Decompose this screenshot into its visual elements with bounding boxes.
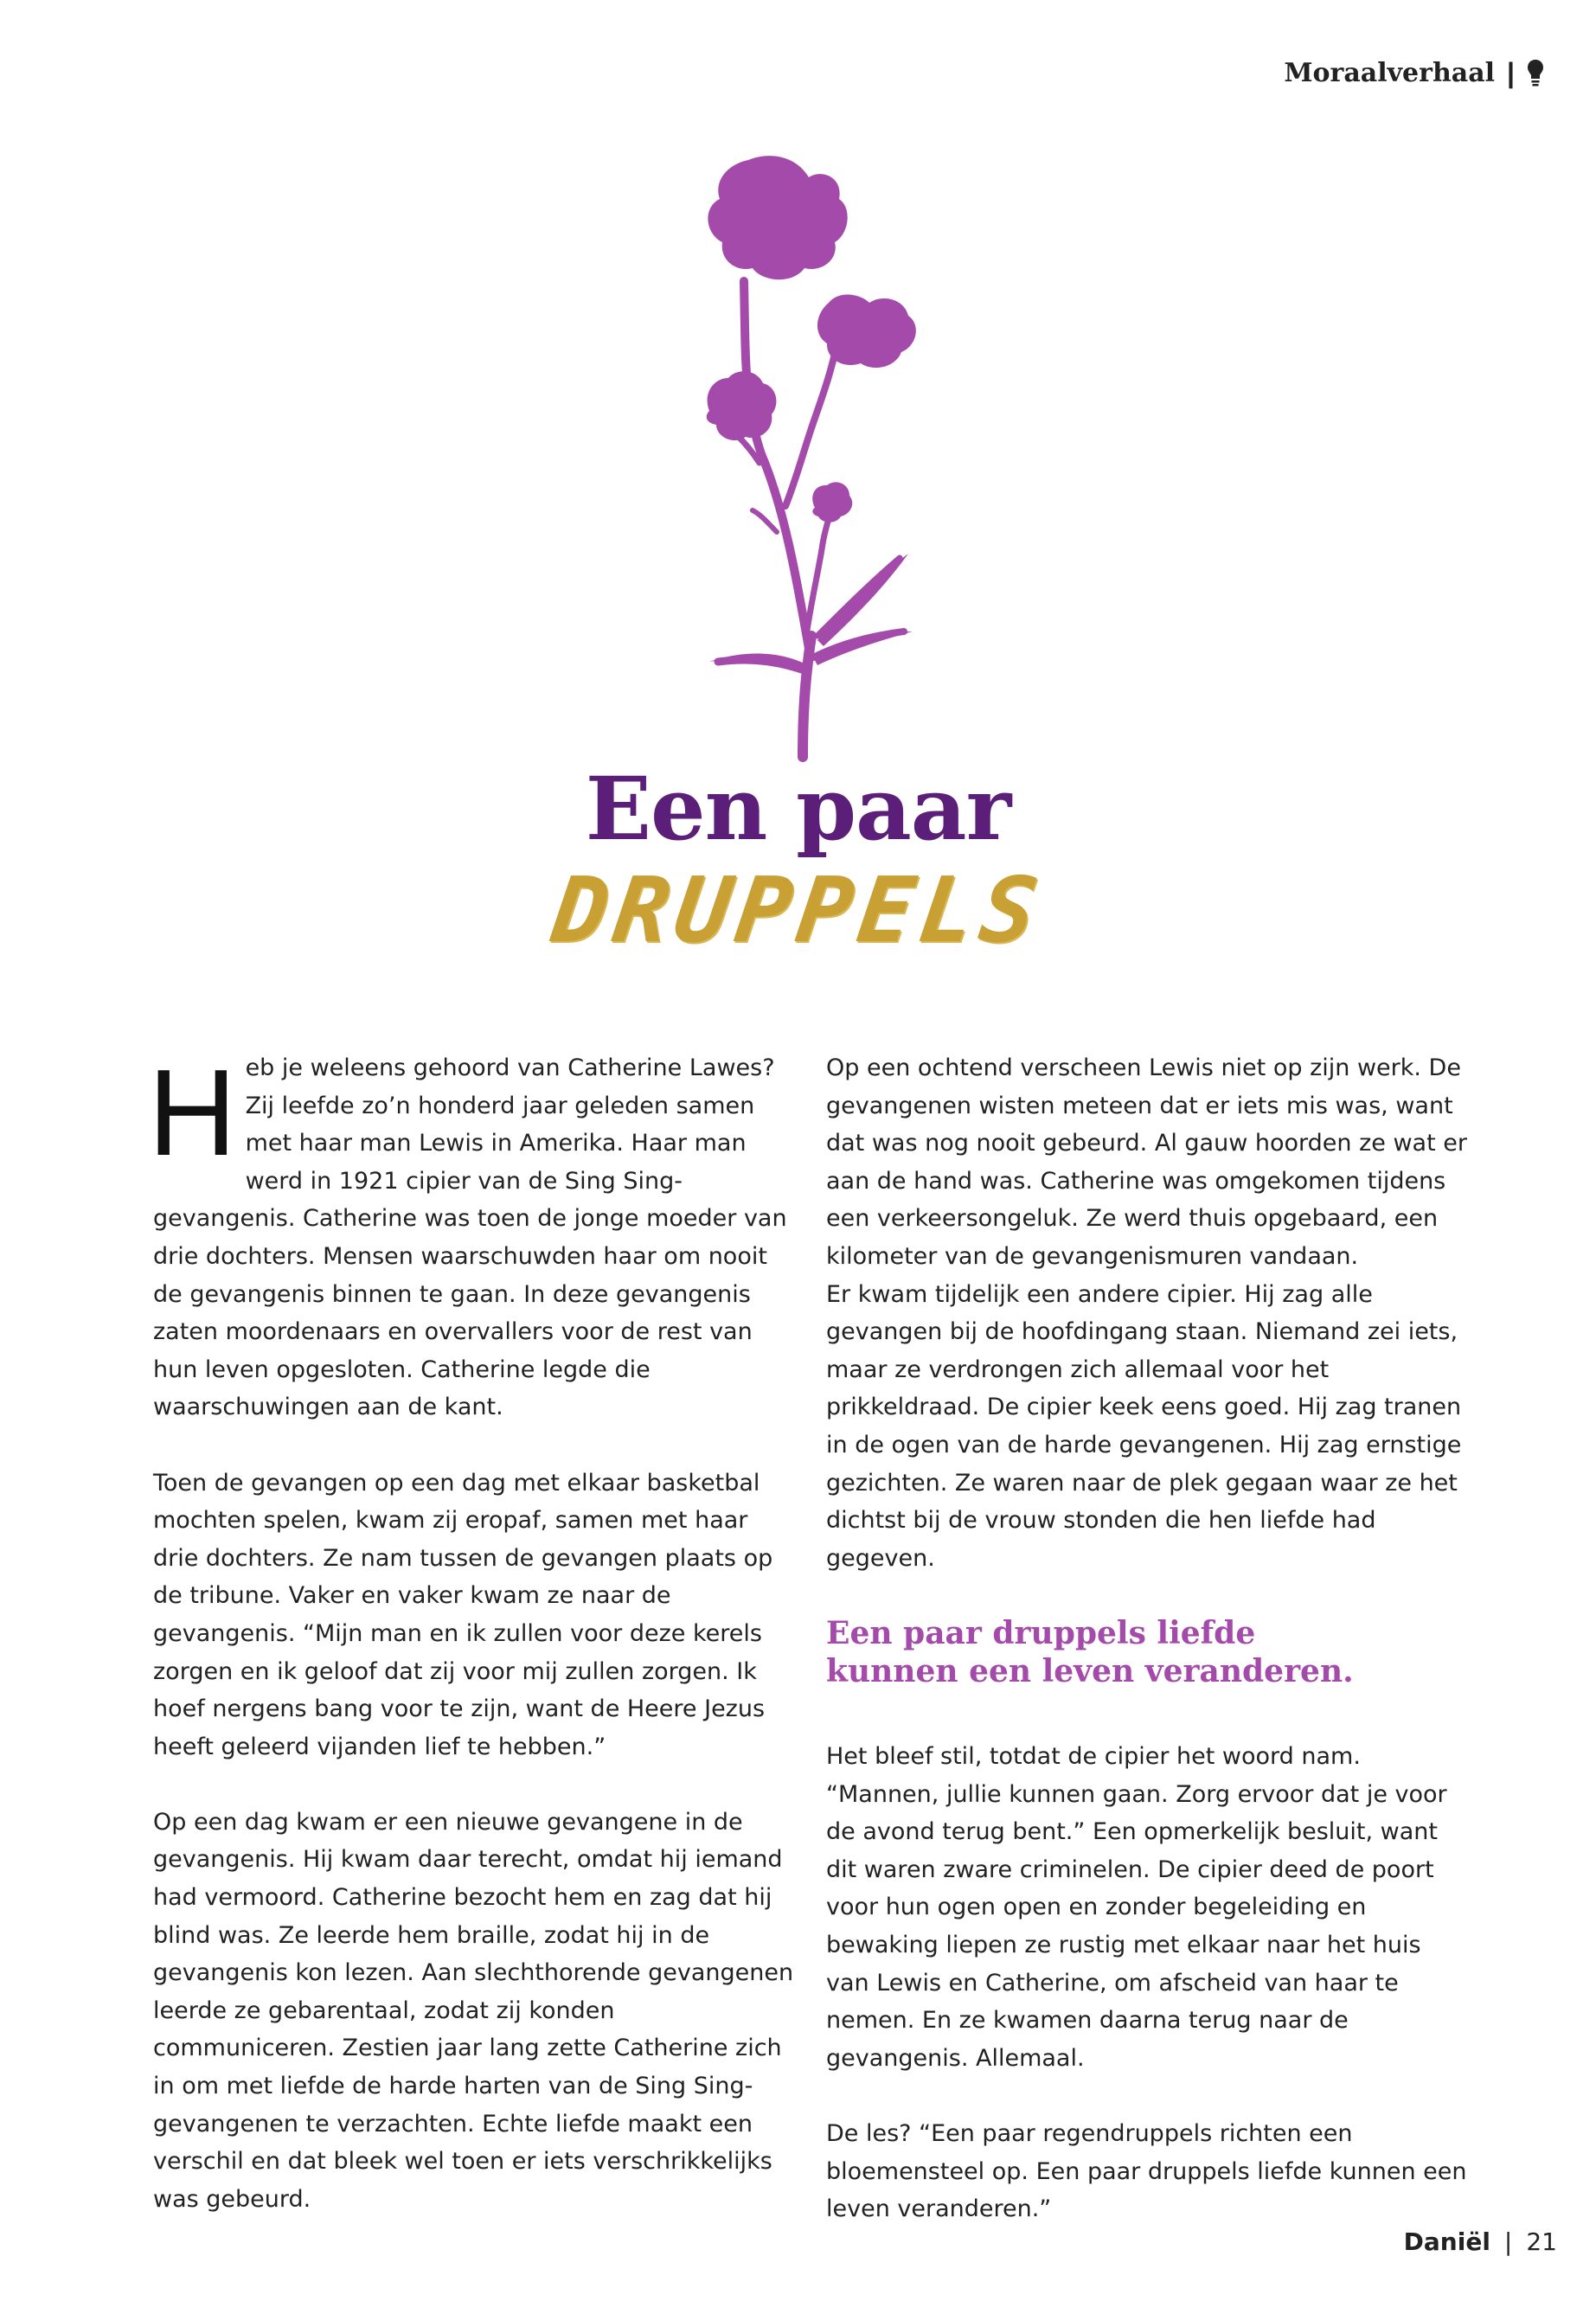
- paragraph: Op een ochtend verscheen Lewis niet op zijn werk. De gevangenen wisten meteen dat er iets mis was, want dat was nog nooit gebeurd. Al gauw hoorden ze wat er aan de hand was. Catherine was omgekomen tijdens een verkeersongeluk. Ze werd thuis opgebaard, een kilometer van de gevangenismuren vandaan.: [826, 1054, 1467, 1270]
- paragraph: Er kwam tijdelijk een andere cipier. Hij zag alle gevangen bij de hoofdingang staan. Niemand zei iets, maar ze verdrongen zich allemaal voor het prikkeldraad. De cipier keek eens goed. Hij zag tranen in de ogen van de harde gevangenen. Hij zag ernstige gezichten. Ze waren naar de plek gegaan waar ze het dichtst bij de vrouw stonden die hen liefde had gegeven.: [826, 1280, 1462, 1572]
- article-column-left: [148, 1044, 798, 2256]
- pull-quote: [826, 1615, 1471, 1690]
- paragraph: Het bleef stil, totdat de cipier het woord nam. “Mannen, jullie kunnen gaan. Zorg ervoor dat je voor de avond terug bent.” Een opmerkelijk besluit, want dit waren zware criminelen. De cipier deed de poort voor hun ogen open en zonder begeleiding en bewaking liepen ze rustig met elkaar naar het huis van Lewis en Catherine, om afscheid van haar te nemen. En ze kwamen daarna terug naar de gevangenis. Allemaal.: [826, 1743, 1447, 2072]
- header-separator: |: [1507, 57, 1515, 88]
- article-column-right: [826, 1049, 1471, 2266]
- drop-cap: H: [148, 1044, 237, 1182]
- paragraph: Toen de gevangen op een dag met elkaar basketbal mochten spelen, kwam zij eropaf, samen met haar drie dochters. Ze nam tussen de gevangen plaats op de tribune. Vaker en vaker kwam ze naar de gevangenis. “Mijn man en ik zullen voor deze kerels zorgen en ik geloof dat zij voor mij zullen zorgen. Ik hoef nergens bang voor te zijn, want de Heere Jezus heeft geleerd vijanden lief te hebben.”: [153, 1469, 773, 1760]
- paragraph: [148, 1044, 798, 1426]
- article-title-accent: DRUPPELS: [546, 857, 1050, 963]
- article-title: Een paar: [585, 758, 1011, 860]
- pull-quote-line: kunnen een leven veranderen.: [826, 1652, 1354, 1689]
- page-header: [1284, 57, 1544, 89]
- lightbulb-icon: [1527, 59, 1544, 88]
- page-number: 21: [1526, 2227, 1557, 2256]
- page-footer: [1404, 2227, 1557, 2256]
- flower-icon: [666, 151, 934, 766]
- paragraph: De les? “Een paar regendruppels richten een bloemensteel op. Een paar druppels liefde kunnen een leven veranderen.”: [826, 2120, 1467, 2223]
- section-label: Moraalverhaal: [1284, 58, 1496, 88]
- magazine-name: Daniël: [1403, 2227, 1490, 2256]
- paragraph: Op een dag kwam er een nieuwe gevangene in de gevangenis. Hij kwam daar terecht, omdat hij iemand had vermoord. Catherine bezocht hem en zag dat hij blind was. Ze leerde hem braille, zodat hij in de gevangenis kon lezen. Aan slechthorende gevangenen leerde ze gebarentaal, zodat zij konden communiceren. Zestien jaar lang zette Catherine zich in om met liefde de harde harten van de Sing Sing-gevangenen te verzachten. Echte liefde maakt een verschil en dat bleek wel toen er iets verschrikkelijks was gebeurd.: [153, 1808, 794, 2213]
- pull-quote-line: Een paar druppels liefde: [826, 1614, 1256, 1651]
- footer-separator: |: [1503, 2227, 1513, 2256]
- paragraph-text: eb je weleens gehoord van Catherine Lawes? Zij leefde zo’n honderd jaar geleden samen met haar man Lewis in Amerika. Haar man werd in 1921 cipier van de Sing Sing-gevangenis. Catherine was toen de jonge moeder van drie dochters. Mensen waarschuwden haar om nooit de gevangenis binnen te gaan. In deze gevangenis zaten moordenaars en overvallers voor de rest van hun leven opgesloten. Catherine legde die waarschuwingen aan de kant.: [153, 1054, 787, 1421]
